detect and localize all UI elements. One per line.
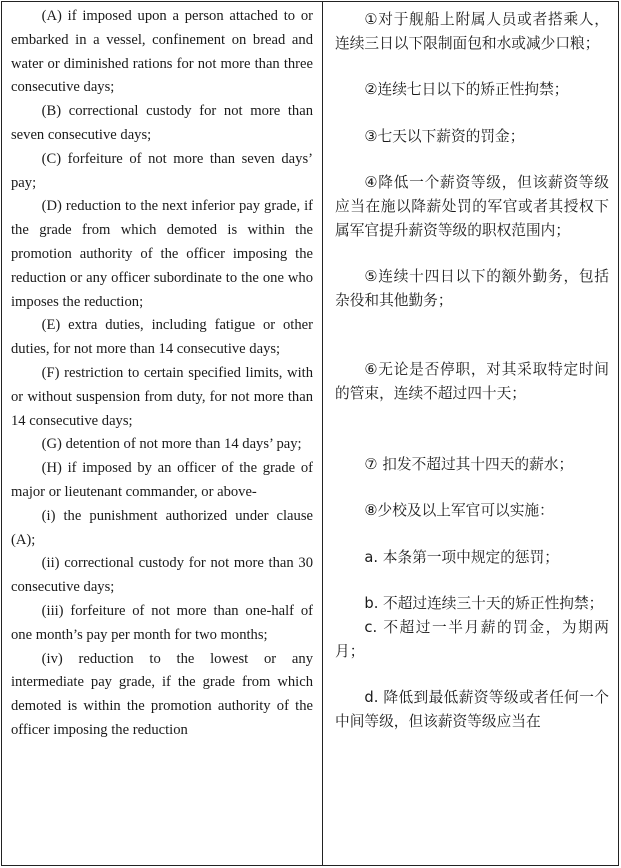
item-c-zh: c. 不超过一半月薪的罚金，为期两月； [335, 618, 609, 660]
bilingual-table [1, 1, 619, 866]
clause-5-zh: ⑤连续十四日以下的额外勤务，包括杂役和其他勤务； [335, 268, 609, 309]
clause-h-en: (H) if imposed by an officer of the grade of major or lieutenant commander, or above- [11, 460, 313, 500]
clause-d-en: (D) reduction to the next inferior pay grade, if the grade from which demoted is within the promotion authority of the officer imposing the reduction or any officer subordinate to the one who imposes the reduction; [11, 198, 313, 310]
clause-c-en: (C) forfeiture of not more than seven days’ pay; [11, 150, 313, 191]
item-b-zh: b. 不超过连续三十天的矫正性拘禁； [364, 595, 604, 613]
clause-2-zh: ②连续七日以下的矫正性拘禁； [364, 81, 569, 99]
clause-6-zh: ⑥无论是否停职，对其采取特定时间的管束，连续不超过四十天； [335, 361, 609, 402]
item-a-zh: a. 本条第一项中规定的惩罚； [364, 548, 559, 566]
clause-g-en: (G) detention of not more than 14 days’ pay; [41, 436, 302, 453]
chinese-column [323, 2, 619, 865]
clause-1-zh: ①对于舰船上附属人员或者搭乘人，连续三日以下限制面包和水或减少口粮； [335, 11, 609, 52]
clause-8-zh: ⑧少校及以上军官可以实施： [364, 502, 554, 520]
subclause-i-en: (i) the punishment authorized under clause (A); [11, 507, 313, 548]
clause-e-en: (E) extra duties, including fatigue or other duties, for not more than 14 consecutive days; [11, 317, 313, 358]
clause-a-en: (A) if imposed upon a person attached to or embarked in a vessel, confinement on bread and water or diminished rations for not more than three consecutive days; [11, 8, 313, 96]
subclause-iii-en: (iii) forfeiture of not more than one-half of one month’s pay per month for two months; [11, 602, 313, 643]
item-d-zh: d. 降低到最低薪资等级或者任何一个中间等级，但该薪资等级应当在 [335, 689, 609, 730]
subclause-ii-en: (ii) correctional custody for not more than 30 consecutive days; [11, 555, 313, 596]
clause-3-zh: ③七天以下薪资的罚金； [364, 127, 525, 145]
english-column [2, 2, 322, 865]
clause-f-en: (F) restriction to certain specified limits, with or without suspension from duty, for not more than 14 consecutive days; [11, 364, 313, 429]
subclause-iv-en: (iv) reduction to the lowest or any intermediate pay grade, if the grade from which demoted is within the promotion authority of the officer imposing the reduction [11, 650, 313, 738]
clause-7-zh: ⑦ 扣发不超过其十四天的薪水； [364, 455, 574, 473]
clause-4-zh: ④降低一个薪资等级，但该薪资等级应当在施以降薪处罚的军官或者其授权下属军官提升薪资等级的职权范围内； [335, 174, 609, 239]
clause-b-en: (B) correctional custody for not more than seven consecutive days; [11, 103, 313, 143]
